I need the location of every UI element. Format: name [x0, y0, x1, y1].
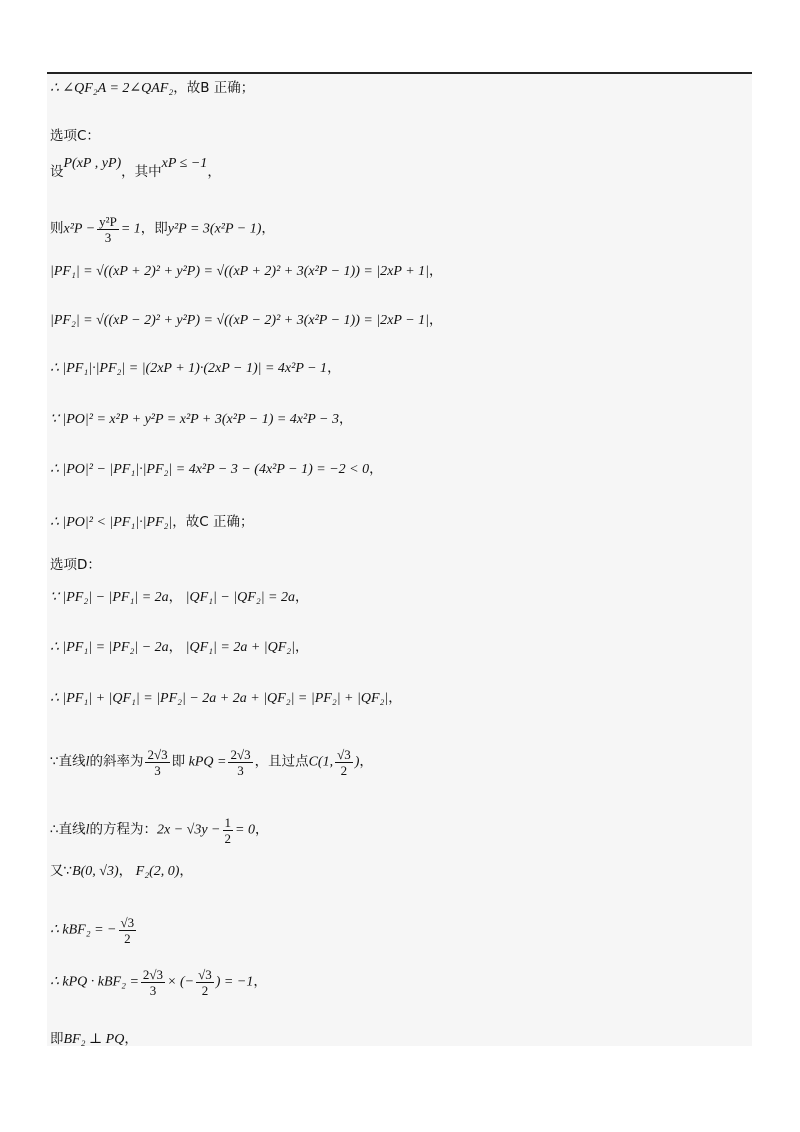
line-set-p: [50, 156, 221, 182]
text: ，即: [140, 220, 168, 237]
variable: l: [85, 754, 90, 770]
text: ，: [179, 863, 193, 879]
text: ，: [359, 753, 373, 770]
math-expression: xP ≤ −1: [161, 156, 208, 171]
math-expression: ∴ |PF₁| + |QF₁| = |PF₂| − 2a + 2a + |QF₂| = |PF₂| + |QF₂|: [50, 691, 389, 706]
fraction: $\frac{√3}{2}$: [198, 967, 212, 998]
line-equation: [50, 815, 268, 846]
math-expression: ∴ |PF₁| = |PF₂| − 2a: [50, 640, 169, 655]
text: ，: [207, 164, 221, 180]
math-expression: |PF₁| = √((xP + 2)² + y²P) = √((xP + 2)² + 3(x²P − 1)) = |2xP + 1|: [50, 264, 429, 279]
math-expression: BF₂ ⊥ PQ: [63, 1032, 125, 1047]
text: ，: [253, 973, 267, 990]
fraction: $\frac{1}{2}$: [224, 815, 231, 846]
text: 则: [50, 220, 64, 237]
text: 设: [50, 164, 64, 180]
line-pf2: [50, 311, 442, 330]
text: ，: [338, 411, 353, 427]
fraction: $\frac{\text{y²P}}{3}$: [99, 214, 117, 245]
math-expression: ∴ |PO|² < |PF₁|·|PF₂|: [50, 515, 173, 530]
text: ，: [295, 639, 309, 655]
text: ，其中: [121, 164, 162, 180]
math-expression: B(0, √3): [72, 864, 119, 879]
math-expression: ∴ |PO|² − |PF₁|·|PF₂| = 4x²P − 3 − (4x²P − 1) = −2 < 0: [50, 462, 370, 477]
math-expression: y²P = 3(x²P − 1): [167, 221, 262, 237]
text: ，: [261, 220, 275, 237]
line-angle-result: [50, 79, 254, 98]
text: ，: [428, 263, 443, 279]
math-expression: ∴ kPQ · kBF₂ =: [50, 974, 139, 990]
line-slope: [50, 747, 373, 778]
text: 的方程为：: [89, 821, 157, 838]
fraction: $\frac{√3}{2}$: [120, 915, 135, 946]
text: ，故C 正确；: [172, 514, 254, 530]
text: 的斜率为: [89, 753, 144, 770]
line-conclusion-c: [50, 513, 253, 532]
text: ，故B 正确；: [173, 80, 255, 96]
header-rule: [47, 72, 752, 74]
line-hyperbola-eq: [50, 214, 275, 245]
text: ，: [124, 1031, 138, 1047]
text: 即: [171, 753, 186, 770]
text: ，且过点: [254, 753, 309, 770]
text: ，: [388, 690, 402, 706]
math-expression: kPQ =: [188, 754, 227, 770]
text: 又∵: [50, 863, 73, 879]
fraction: $\frac{2√3}{3}$: [230, 747, 251, 778]
line-difference: [50, 460, 383, 479]
text: 即: [50, 1031, 64, 1047]
variable: l: [85, 822, 90, 838]
line-product: [50, 359, 341, 378]
line-points: [50, 862, 193, 881]
text: ，: [168, 589, 183, 605]
math-expression: F₂(2, 0): [135, 864, 180, 879]
math-expression: |QF₁| = 2a + |QF₂|: [185, 640, 295, 655]
fraction: $\frac{2√3}{3}$: [142, 967, 164, 998]
text: ，: [428, 312, 443, 328]
text: ，: [295, 589, 309, 605]
math-expression: |QF₁| − |QF₂| = 2a: [185, 590, 295, 605]
line-slope-bf2: [50, 915, 138, 946]
text: ∵直线: [50, 753, 86, 770]
text: ，: [254, 821, 269, 838]
line-sum: [50, 689, 402, 708]
math-expression: 2x − √3y −: [156, 822, 221, 838]
line-perpendicular: [50, 1030, 138, 1049]
text: ，: [118, 863, 133, 879]
line-po-squared: [50, 410, 352, 429]
option-d-heading: 选项D：: [50, 557, 101, 573]
math-expression: ∴ ∠QF₂A = 2∠QAF₂: [50, 81, 174, 96]
math-expression: = 0: [235, 822, 255, 838]
math-expression: x²P −: [63, 221, 96, 237]
math-expression: = 1: [120, 221, 141, 237]
math-expression: ): [354, 754, 360, 770]
line-substitution: [50, 638, 309, 657]
math-expression: × (−: [167, 974, 195, 990]
option-c-heading: 选项C：: [50, 128, 100, 144]
line-slope-product: [50, 967, 267, 998]
fraction: $\frac{√3}{2}$: [337, 747, 351, 778]
text: ，: [168, 639, 183, 655]
math-expression: ∵ |PF₂| − |PF₁| = 2a: [50, 590, 169, 605]
math-expression: ∵ |PO|² = x²P + y²P = x²P + 3(x²P − 1) = 4x²P − 3: [50, 412, 339, 427]
math-expression: ∴ |PF₁|·|PF₂| = |(2xP + 1)·(2xP − 1)| = 4x²P − 1: [50, 361, 328, 376]
math-expression: C(1,: [308, 754, 334, 770]
text: ∴直线: [50, 821, 86, 838]
math-expression: ) = −1: [215, 974, 254, 990]
math-expression: P(xP , yP): [63, 156, 122, 171]
line-definition: [50, 588, 309, 607]
math-expression: |PF₂| = √((xP − 2)² + y²P) = √((xP − 2)² + 3(x²P − 1)) = |2xP − 1|: [50, 313, 429, 328]
line-pf1: [50, 262, 442, 281]
text: ，: [327, 360, 341, 376]
fraction: $\frac{2√3}{3}$: [147, 747, 168, 778]
text: ，: [369, 461, 383, 477]
math-expression: ∴ kBF₂ = −: [50, 922, 117, 938]
